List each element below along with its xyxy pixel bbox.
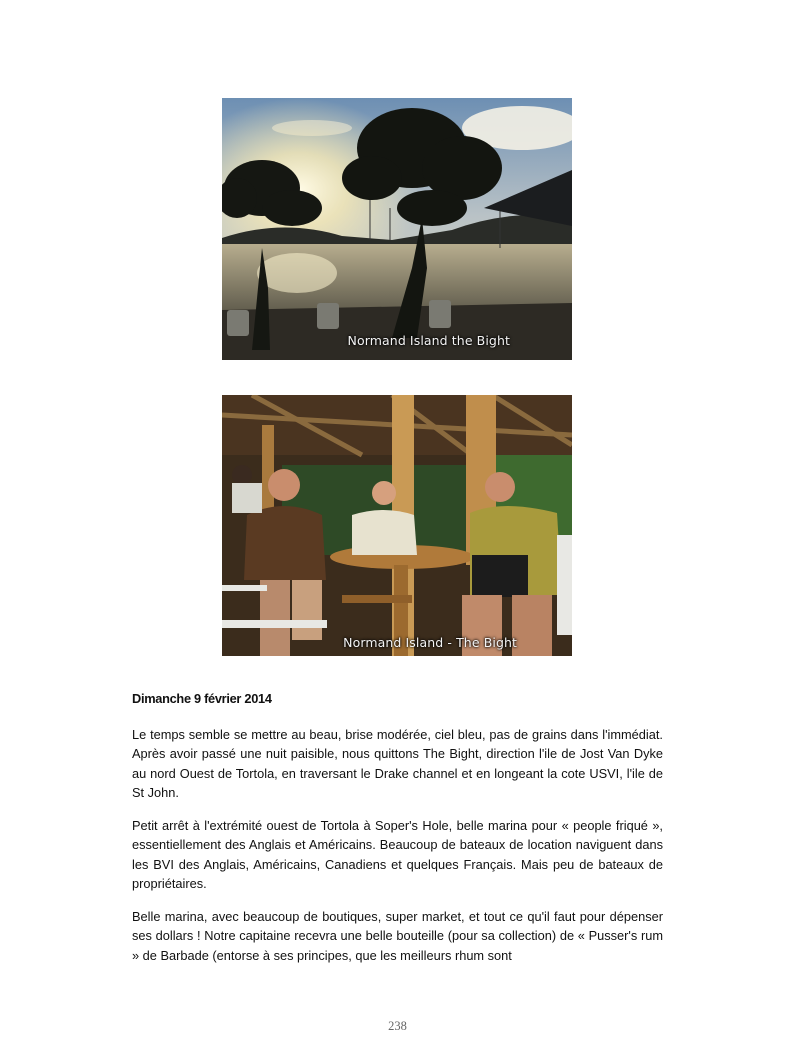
section-heading: Dimanche 9 février 2014 [132, 691, 272, 706]
paragraph: Belle marina, avec beaucoup de boutiques, super market, et tout ce qu'il faut pour dépenser ses dollars ! Notre capitaine recevra une belle bouteille (pour sa collection) de « Pusser's rum » de Barbade (entorse à ses principes, que les meilleurs rhum sont [132, 909, 663, 963]
photo-caption: Normand Island the Bight [347, 333, 510, 348]
bar-photo-image [222, 395, 572, 656]
photo-caption: Normand Island - The Bight [343, 635, 517, 650]
paragraph: Petit arrêt à l'extrémité ouest de Tortola à Soper's Hole, belle marina pour « people friqué », essentiellement des Anglais et Américains. Beaucoup de bateaux de location naviguent dans les BVI des Anglais, Américains, Canadiens et quelques Français. Mais peu de bateaux de propriétaires. [132, 818, 663, 892]
paragraph: Le temps semble se mettre au beau, brise modérée, ciel bleu, pas de grains dans l'immédiat. Après avoir passé une nuit paisible, nous quittons The Bight, direction l'ile de Jost Van Dyke au nord Ouest de Tortola, en traversant le Drake channel et en longeant la cote USVI, l'ile de St John. [132, 727, 663, 801]
photo-bight-sunset [222, 98, 572, 360]
page-number: 238 [388, 1019, 407, 1033]
photo-bight-bar [222, 395, 572, 656]
sunset-photo-image [222, 98, 572, 360]
